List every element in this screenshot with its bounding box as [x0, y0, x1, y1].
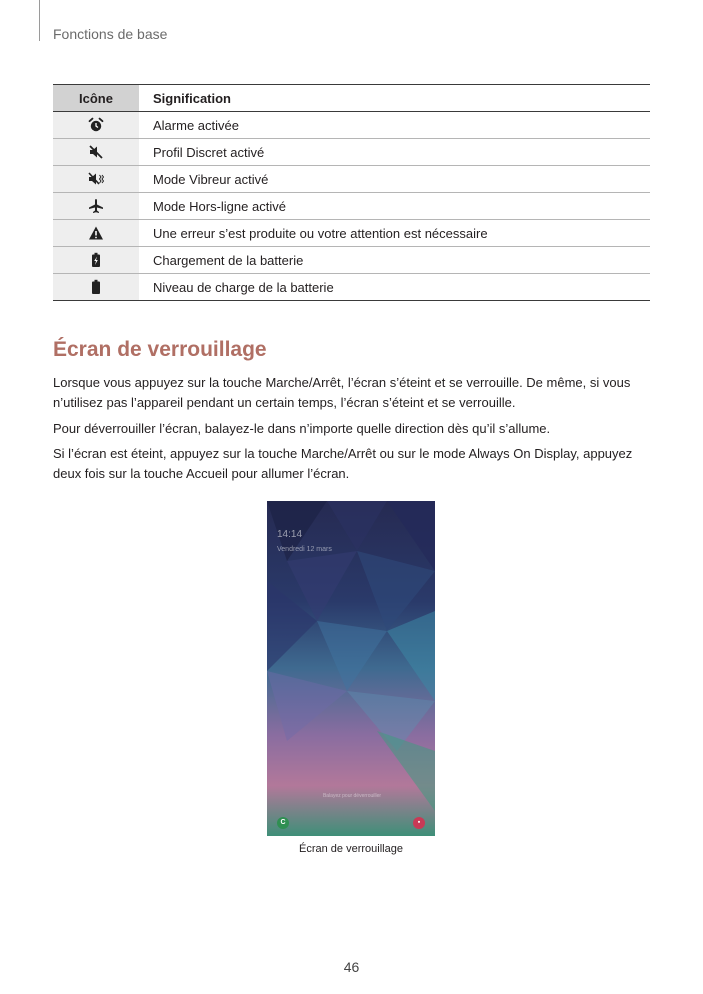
- camera-shortcut-icon: ▪: [413, 817, 425, 829]
- airplane-icon: [53, 193, 139, 220]
- table-cell-meaning: Profil Discret activé: [139, 139, 650, 166]
- table-cell-meaning: Mode Vibreur activé: [139, 166, 650, 193]
- table-cell-meaning: Une erreur s’est produite ou votre attention est nécessaire: [139, 220, 650, 247]
- warning-icon: [53, 220, 139, 247]
- table-header-row: [53, 85, 650, 112]
- table-cell-meaning: Mode Hors-ligne activé: [139, 193, 650, 220]
- mute-icon: [53, 139, 139, 166]
- unlock-hint: Balayez pour déverrouiller: [322, 793, 382, 799]
- section-header: Fonctions de base: [53, 26, 168, 42]
- header-rule: [39, 0, 40, 41]
- table-row: [53, 166, 650, 193]
- paragraph: Lorsque vous appuyez sur la touche Marche/Arrêt, l’écran s’éteint et se verrouille. De même, si vous n’utilisez pas l’appareil pendant un certain temps, l’écran s’éteint et se verrouille.: [53, 375, 631, 410]
- table-header-meaning: Signification: [139, 85, 650, 112]
- table-cell-meaning: Alarme activée: [139, 112, 650, 139]
- icon-table: [53, 84, 650, 301]
- table-row: [53, 193, 650, 220]
- vibrate-icon: [53, 166, 139, 193]
- lock-clock: 14:14: [277, 529, 303, 540]
- table-row: [53, 274, 650, 301]
- table-row: [53, 139, 650, 166]
- section-title: Écran de verrouillage: [53, 338, 267, 361]
- table-cell-meaning: Niveau de charge de la batterie: [139, 274, 650, 301]
- table-row: [53, 220, 650, 247]
- table-header-icon: Icône: [53, 85, 139, 112]
- table-row: [53, 247, 650, 274]
- battery-charging-icon: [53, 247, 139, 274]
- paragraph: Pour déverrouiller l’écran, balayez-le dans n’importe quelle direction dès qu’il s’allume.: [53, 421, 551, 436]
- paragraph: Si l’écran est éteint, appuyez sur la touche Marche/Arrêt ou sur le mode Always On Display, appuyez deux fois sur la touche Accueil pour allumer l’écran.: [53, 446, 633, 481]
- battery-level-icon: [53, 274, 139, 301]
- page-number: 46: [343, 959, 360, 975]
- phone-shortcut-icon: C: [277, 817, 289, 829]
- lock-screen-image: [267, 501, 435, 836]
- lock-date: Vendredi 12 mars: [277, 546, 332, 553]
- table-cell-meaning: Chargement de la batterie: [139, 247, 650, 274]
- alarm-icon: [53, 112, 139, 139]
- image-caption: Écran de verrouillage: [299, 843, 403, 855]
- table-row: [53, 112, 650, 139]
